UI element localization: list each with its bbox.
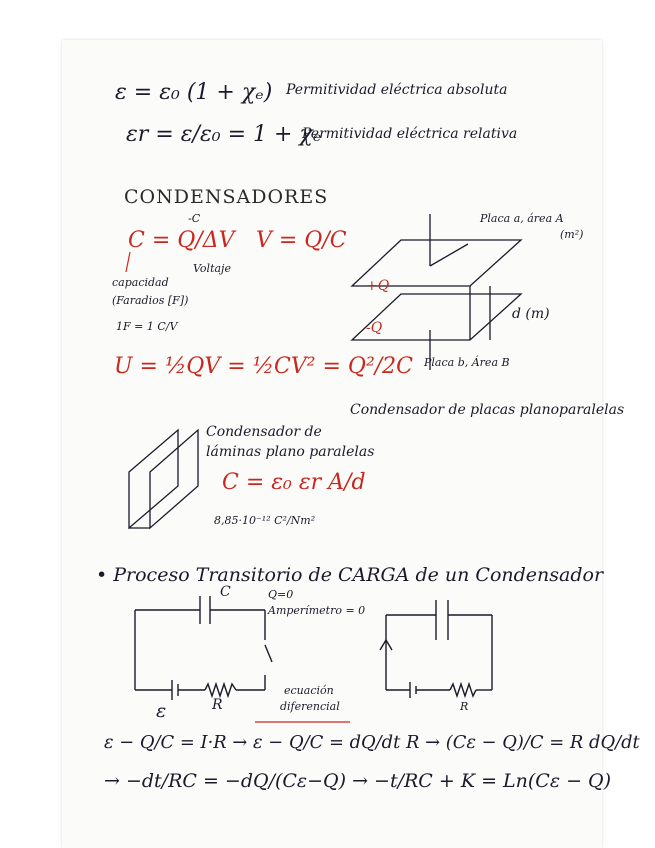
faradios-label: (Faradios [F]) — [112, 294, 189, 307]
q-zero-label: Q=0 — [268, 588, 294, 601]
charge-circuit-left — [135, 596, 272, 700]
diferencial-label: diferencial — [280, 700, 340, 713]
laminas-title-2: láminas plano paralelas — [206, 444, 375, 460]
plate-b-label: Placa b, Área B — [424, 356, 510, 369]
m2-label: (m²) — [560, 228, 584, 241]
laminas-title-1: Condensador de — [206, 424, 322, 440]
minus-q-label: -Q — [366, 320, 383, 336]
eq-permitivity-relative-desc: Permitividad eléctrica relativa — [302, 126, 518, 142]
laminas-formula: C = ε₀ εr A/d — [222, 470, 366, 495]
plate-a-label: Placa a, área A — [480, 212, 564, 225]
process-heading: • Proceso Transitorio de CARGA de un Condensador — [96, 564, 604, 586]
resistor-label: R — [212, 697, 223, 713]
differential-equation-2: → −dt/RC = −dQ/(Cε−Q) → −t/RC + K = Ln(Cε − Q) — [104, 770, 612, 792]
capacitance-formula: C = Q/ΔV — [128, 228, 235, 253]
ammeter-label: Amperímetro = 0 — [268, 604, 366, 617]
section-heading: CONDENSADORES — [124, 186, 329, 208]
parallel-caption: Condensador de placas planoparalelas — [350, 402, 625, 418]
voltaje-label: Voltaje — [193, 262, 231, 275]
one-farad: 1F = 1 C/V — [116, 320, 178, 333]
capacidad-label: capacidad — [112, 276, 169, 289]
differential-equation-1: ε − Q/C = I·R → ε − Q/C = dQ/dt R → (Cε − Q)/C = R dQ/dt — [104, 732, 640, 753]
voltage-formula: V = Q/C — [256, 228, 347, 253]
distance-label: d (m) — [512, 306, 550, 322]
energy-formula: U = ½QV = ½CV² = Q²/2C — [114, 354, 414, 379]
ecuacion-label: ecuación — [284, 684, 334, 697]
laminas-diagram — [129, 430, 198, 528]
minus-c-annotation: -C — [188, 212, 201, 225]
eq-permitivity-absolute-desc: Permitividad eléctrica absoluta — [286, 82, 508, 98]
resistor-label-right: R — [460, 700, 469, 713]
emf-label: ε — [156, 700, 167, 722]
circuit-c-label: C — [220, 584, 231, 600]
charge-circuit-right — [380, 600, 492, 698]
eq-permitivity-absolute: ε = ε₀ (1 + χₑ) — [115, 80, 273, 105]
plus-q-label: +Q — [366, 278, 390, 294]
eps0-value: 8,85·10⁻¹² C²/Nm² — [214, 514, 316, 527]
eq-permitivity-relative: εr = ε/ε₀ = 1 + χₑ — [126, 122, 322, 147]
